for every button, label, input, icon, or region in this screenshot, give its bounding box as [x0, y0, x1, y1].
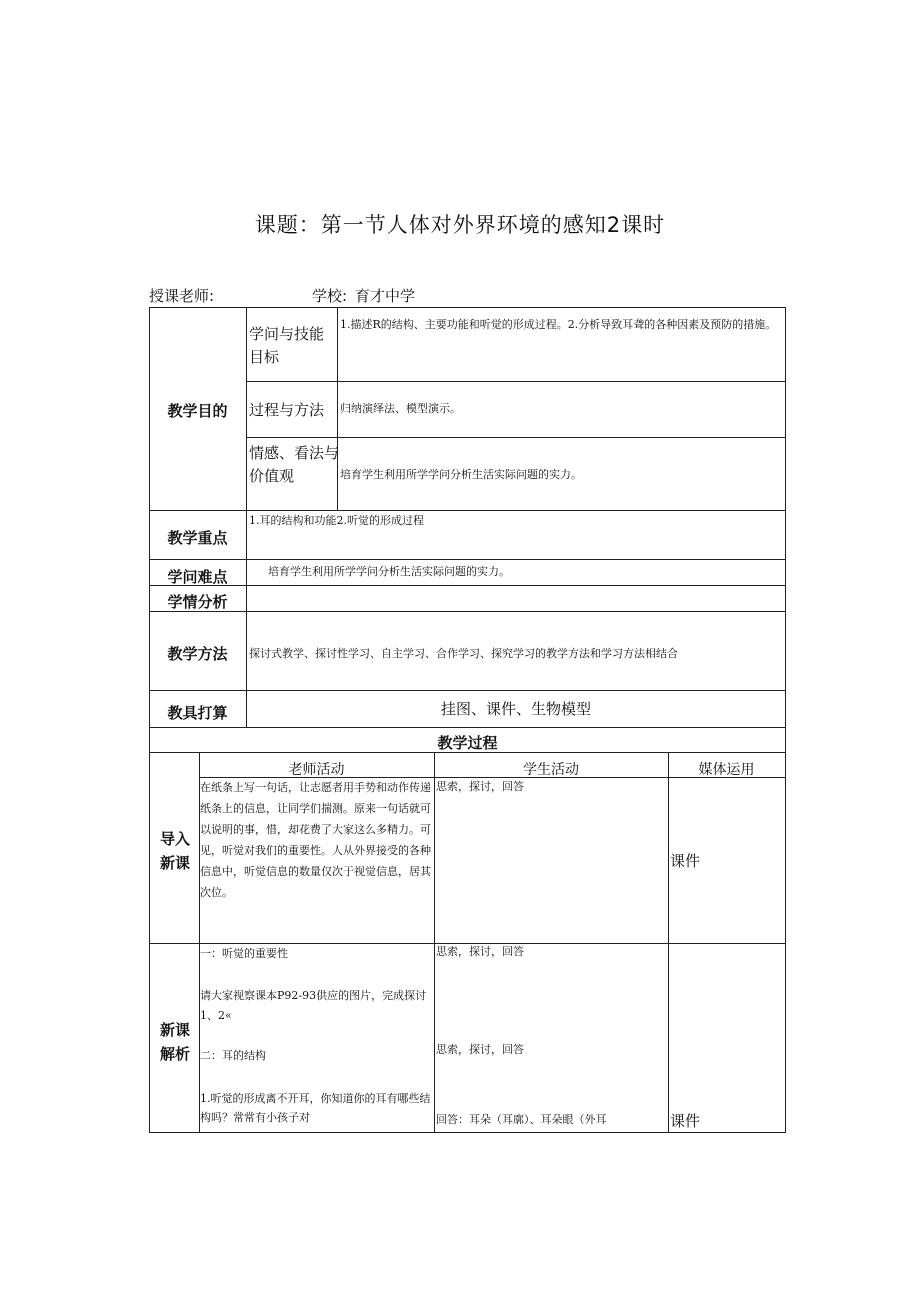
objective-knowledge-content: 1.描述R的结构、主要功能和听觉的形成过程。2.分析导致耳聋的各种因素及预防的措施。	[340, 318, 777, 331]
new-lesson-teacher-part-1: 一：听觉的重要性	[200, 947, 288, 960]
process-heading: 教学过程	[437, 734, 498, 752]
objective-values-label: 情感、看法与价值观	[249, 444, 340, 485]
school-name: 育才中学	[355, 287, 416, 305]
intro-label: 导入新课	[159, 830, 190, 872]
new-lesson-teacher-part-4: 1.听觉的形成离不开耳，你知道你的耳有哪些结构吗？常常有小孩子对	[200, 1092, 431, 1124]
intro-student-activity: 思索，探讨，回答	[436, 780, 524, 793]
teacher-label: 授课老师:	[149, 287, 215, 305]
method-label: 教学方法	[167, 645, 228, 663]
new-lesson-student-part-3: 回答：耳朵（耳廓）、耳朵眼（外耳	[436, 1113, 607, 1126]
new-lesson-student-part-1: 思索，探讨，回答	[436, 945, 524, 958]
objectives-label: 教学目的	[167, 402, 228, 420]
tools-content: 挂图、课件、生物模型	[440, 700, 591, 718]
objective-values-content: 培育学生利用所学学问分析生活实际问题的实力。	[340, 468, 582, 481]
column-header-student: 学生活动	[523, 762, 579, 778]
new-lesson-teacher-part-3: 二：耳的结构	[200, 1049, 266, 1062]
difficulties-label: 学问难点	[167, 568, 228, 586]
tools-label: 教具打算	[167, 704, 228, 722]
page-title: 课题：第一节人体对外界环境的感知2课时	[254, 213, 666, 237]
intro-teacher-activity: 在纸条上写一句话，让志愿者用手势和动作传递纸条上的信息，让同学们揣测。原来一句话就可以说明的事，惜，却花费了大家这么多精力。可见，听觉对我们的重要性。人从外界接受的各种信息中，听觉信息的数量仅次于视觉信息，居其次位。	[200, 781, 431, 899]
objective-process-label: 过程与方法	[249, 401, 325, 419]
new-lesson-teacher-part-2: 请大家视察课本P92-93供应的图片，完成探讨1、2«	[200, 989, 427, 1022]
objective-process-content: 归纳演绎法、模型演示。	[340, 402, 461, 415]
column-header-media: 媒体运用	[698, 762, 755, 778]
learning-analysis-label: 学情分析	[167, 593, 228, 611]
difficulties-content: 培育学生利用所学学问分析生活实际问题的实力。	[268, 565, 510, 578]
key-points-content: 1.耳的结构和功能2.听觉的形成过程	[249, 514, 424, 527]
new-lesson-media: 课件	[670, 1112, 701, 1130]
new-lesson-label: 新课解析	[159, 1021, 190, 1063]
school-label: 学校:	[312, 287, 348, 305]
column-header-teacher: 老师活动	[288, 762, 345, 778]
new-lesson-student-part-2: 思索，探讨，回答	[436, 1043, 524, 1056]
key-points-label: 教学重点	[167, 529, 228, 547]
objective-knowledge-label: 学问与技能目标	[249, 325, 325, 366]
method-content: 探讨式教学、探讨性学习、自主学习、合作学习、探究学习的教学方法和学习方法相结合	[249, 647, 678, 660]
intro-media: 课件	[670, 852, 701, 870]
